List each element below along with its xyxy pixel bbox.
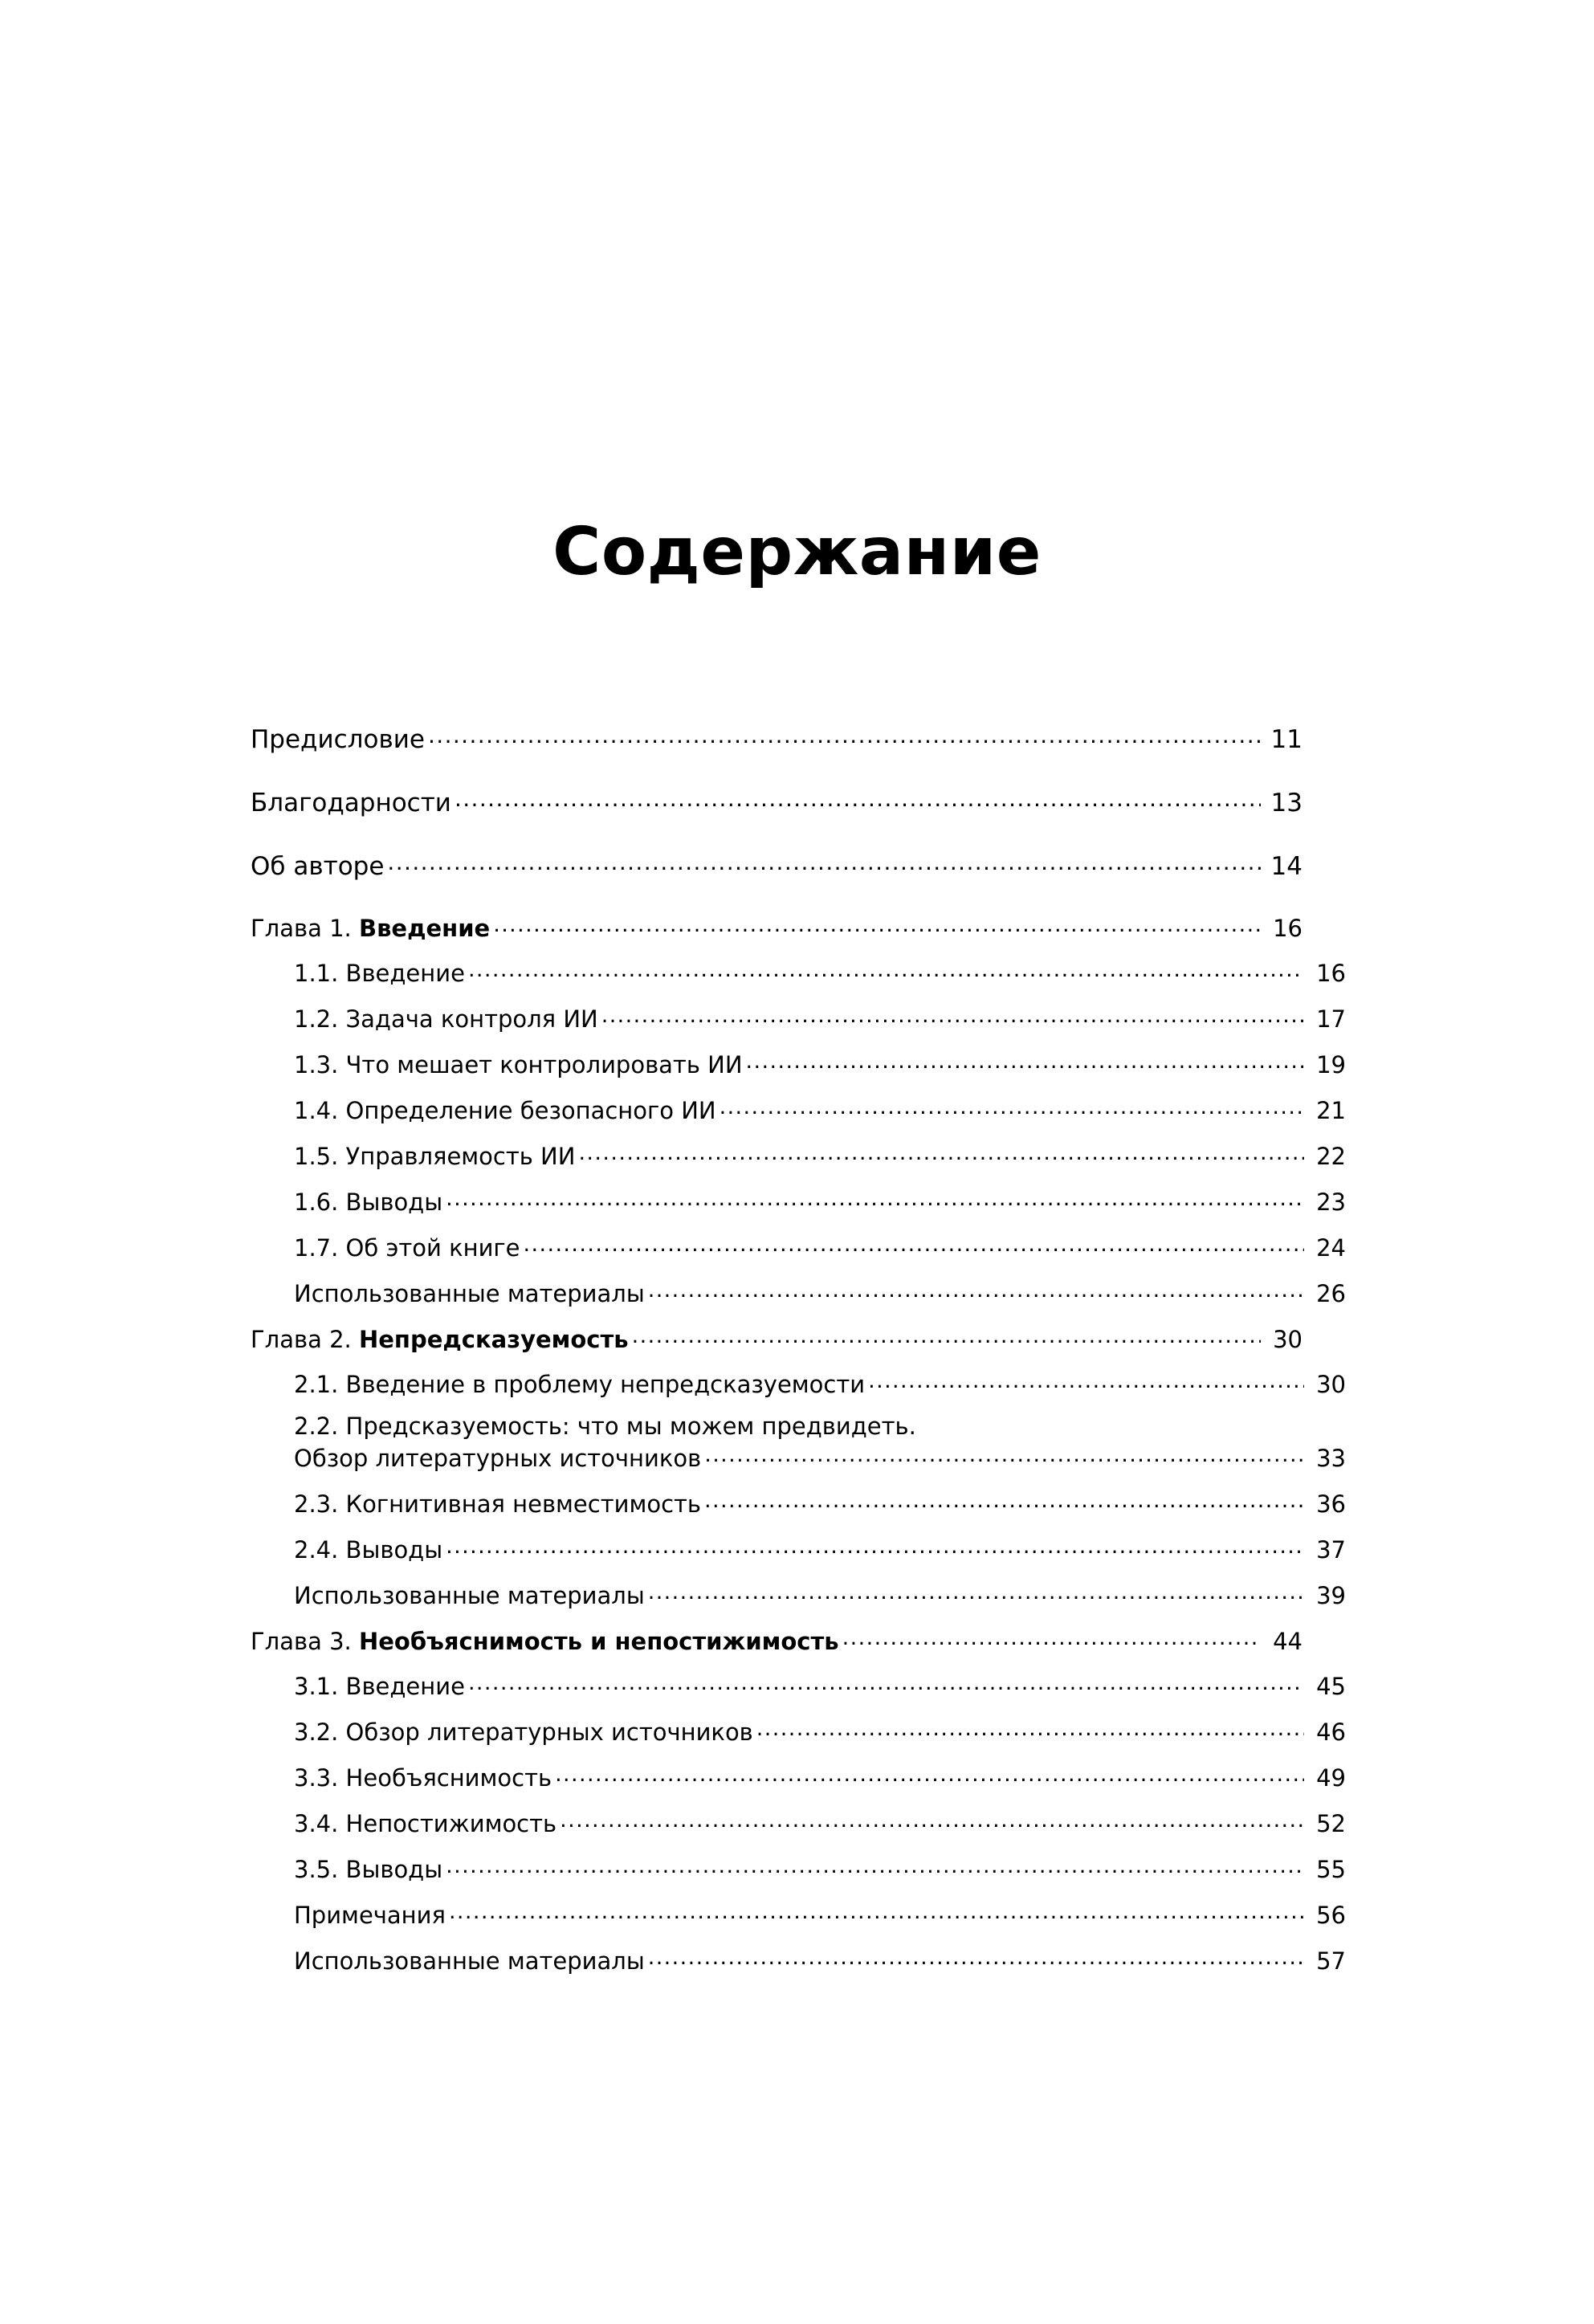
toc-entry-chapter[interactable] <box>251 1324 1303 1352</box>
toc-chapter-title: Необъяснимость и непостижимость <box>358 1628 839 1655</box>
toc-entry-label: Об авторе <box>251 852 385 881</box>
toc-entry-section[interactable] <box>251 1717 1346 1744</box>
toc-leader-dots <box>387 850 1261 875</box>
toc-entry-label: 1.7. Об этой книге <box>294 1234 520 1262</box>
toc-entry-section[interactable] <box>251 1095 1346 1123</box>
toc-page-number: 46 <box>1316 1719 1346 1746</box>
toc-leader-dots <box>493 913 1261 936</box>
toc-entry-label: 1.5. Управляемость ИИ <box>294 1143 576 1170</box>
toc-entry-label: 1.6. Выводы <box>294 1189 443 1216</box>
toc-entry-label: 3.1. Введение <box>294 1673 465 1700</box>
toc-entry-label: 3.4. Непостижимость <box>294 1810 557 1837</box>
toc-page-number: 21 <box>1316 1097 1346 1124</box>
toc-entry-front-matter[interactable] <box>251 850 1303 879</box>
toc-entry-label <box>251 1328 630 1352</box>
toc-chapter-title: Непредсказуемость <box>358 1326 629 1353</box>
toc-entry-section[interactable] <box>251 1535 1346 1562</box>
toc-entry-label: Предисловие <box>251 725 425 754</box>
toc-page-number: 19 <box>1316 1051 1346 1078</box>
toc-entry-section[interactable] <box>251 1854 1346 1882</box>
toc-entry-front-matter[interactable] <box>251 723 1303 752</box>
toc-chapter-title: Введение <box>358 915 491 942</box>
toc-page-number: 14 <box>1270 852 1303 881</box>
toc-leader-dots <box>648 1946 1304 1969</box>
toc-leader-dots <box>746 1050 1304 1073</box>
toc-leader-dots <box>868 1369 1304 1392</box>
toc-entry-label: 3.3. Необъяснимость <box>294 1764 552 1792</box>
toc-leader-dots <box>560 1808 1304 1832</box>
toc-entry-label: Благодарности <box>251 789 451 817</box>
toc-entry-label: 1.4. Определение безопасного ИИ <box>294 1097 716 1124</box>
toc-entry-label: Использованные материалы <box>294 1582 645 1609</box>
toc-entry-section[interactable] <box>251 958 1346 985</box>
toc-entry-section[interactable] <box>251 1278 1346 1306</box>
toc-entry-section-wrapped[interactable] <box>251 1415 1346 1438</box>
toc-entry-chapter[interactable] <box>251 1626 1303 1653</box>
toc-page-number: 16 <box>1316 960 1346 987</box>
toc-entry-label: 1.2. Задача контроля ИИ <box>294 1005 598 1033</box>
toc-page-number: 30 <box>1316 1371 1346 1398</box>
toc-entry-section[interactable] <box>251 1763 1346 1790</box>
toc-entry-section[interactable] <box>251 1141 1346 1168</box>
toc-page-number: 22 <box>1316 1143 1346 1170</box>
toc-entry-label: 2.1. Введение в проблему непредсказуемости <box>294 1371 866 1398</box>
toc-entry-label: 2.3. Когнитивная невместимость <box>294 1490 702 1518</box>
toc-page-number: 24 <box>1316 1234 1346 1262</box>
toc-leader-dots <box>446 1187 1304 1210</box>
toc-entry-label: 3.2. Обзор литературных источников <box>294 1719 753 1746</box>
toc-entry-section[interactable] <box>251 1369 1346 1396</box>
toc-leader-dots <box>578 1141 1304 1164</box>
toc-entry-section[interactable] <box>251 1900 1346 1927</box>
toc-entry-section[interactable] <box>251 1580 1346 1608</box>
toc-entry-label: Обзор литературных источников <box>294 1445 702 1472</box>
toc-page-number: 33 <box>1316 1445 1346 1472</box>
toc-page-number: 16 <box>1273 915 1303 942</box>
toc-entry-section[interactable] <box>251 1489 1346 1516</box>
toc-leader-dots <box>446 1535 1304 1558</box>
toc-entry-label: 2.4. Выводы <box>294 1536 443 1564</box>
toc-page-number: 11 <box>1270 725 1303 754</box>
toc-page-number: 56 <box>1316 1902 1346 1929</box>
toc-entry-chapter[interactable] <box>251 913 1303 940</box>
toc-entry-section[interactable] <box>251 1187 1346 1214</box>
toc-page-number: 45 <box>1316 1673 1346 1700</box>
toc-entry-section[interactable] <box>251 1808 1346 1836</box>
toc-page-number: 23 <box>1316 1189 1346 1216</box>
toc-entry-label: 3.5. Выводы <box>294 1856 443 1883</box>
toc-entry-label: 2.2. Предсказуемость: что мы можем предвидеть. <box>294 1413 916 1440</box>
toc-entry-label: Использованные материалы <box>294 1947 645 1975</box>
toc-page-number: 52 <box>1316 1810 1346 1837</box>
toc-leader-dots <box>446 1854 1304 1878</box>
toc-leader-dots <box>524 1233 1304 1256</box>
toc-entry-section[interactable] <box>251 1050 1346 1077</box>
toc-chapter-number: Глава 3. <box>251 1628 352 1655</box>
toc-leader-dots <box>555 1763 1304 1786</box>
toc-leader-dots <box>756 1717 1304 1740</box>
toc-entry-label: Примечания <box>294 1902 446 1929</box>
toc-leader-dots <box>455 786 1261 811</box>
toc-entry-section-continued[interactable] <box>251 1443 1346 1470</box>
toc-page-number: 44 <box>1273 1628 1303 1655</box>
toc-leader-dots <box>601 1004 1304 1027</box>
toc-leader-dots <box>704 1489 1304 1512</box>
toc-entry-section[interactable] <box>251 1671 1346 1698</box>
toc-entry-section[interactable] <box>251 1004 1346 1031</box>
toc-chapter-number: Глава 2. <box>251 1326 352 1353</box>
toc-leader-dots <box>632 1324 1261 1348</box>
toc-entry-label <box>251 1630 841 1653</box>
toc-entry-label: Использованные материалы <box>294 1280 645 1307</box>
toc-leader-dots <box>468 958 1304 981</box>
toc-page-number: 26 <box>1316 1280 1346 1307</box>
toc-entry-label <box>251 917 491 940</box>
toc-page-number: 39 <box>1316 1582 1346 1609</box>
table-of-contents <box>251 723 1346 1992</box>
toc-leader-dots <box>428 723 1261 748</box>
toc-leader-dots <box>720 1095 1304 1119</box>
toc-page-number: 57 <box>1316 1947 1346 1975</box>
toc-page-number: 30 <box>1273 1326 1303 1353</box>
toc-entry-section[interactable] <box>251 1946 1346 1973</box>
toc-leader-dots <box>468 1671 1304 1694</box>
toc-page-number: 55 <box>1316 1856 1346 1883</box>
toc-leader-dots <box>648 1580 1304 1604</box>
toc-entry-section[interactable] <box>251 1233 1346 1260</box>
toc-entry-label: 1.3. Что мешает контролировать ИИ <box>294 1051 743 1078</box>
page-title: Содержание <box>552 514 1042 590</box>
toc-page-number: 36 <box>1316 1490 1346 1518</box>
toc-entry-label: 1.1. Введение <box>294 960 465 987</box>
toc-entry-front-matter[interactable] <box>251 786 1303 816</box>
toc-leader-dots <box>449 1900 1304 1923</box>
toc-page-number: 17 <box>1316 1005 1346 1033</box>
toc-leader-dots <box>704 1443 1304 1466</box>
toc-leader-dots <box>648 1278 1304 1302</box>
toc-chapter-number: Глава 1. <box>251 915 352 942</box>
toc-page-number: 49 <box>1316 1764 1346 1792</box>
toc-page-number: 13 <box>1270 789 1303 817</box>
toc-leader-dots <box>842 1626 1261 1649</box>
toc-page-number: 37 <box>1316 1536 1346 1564</box>
